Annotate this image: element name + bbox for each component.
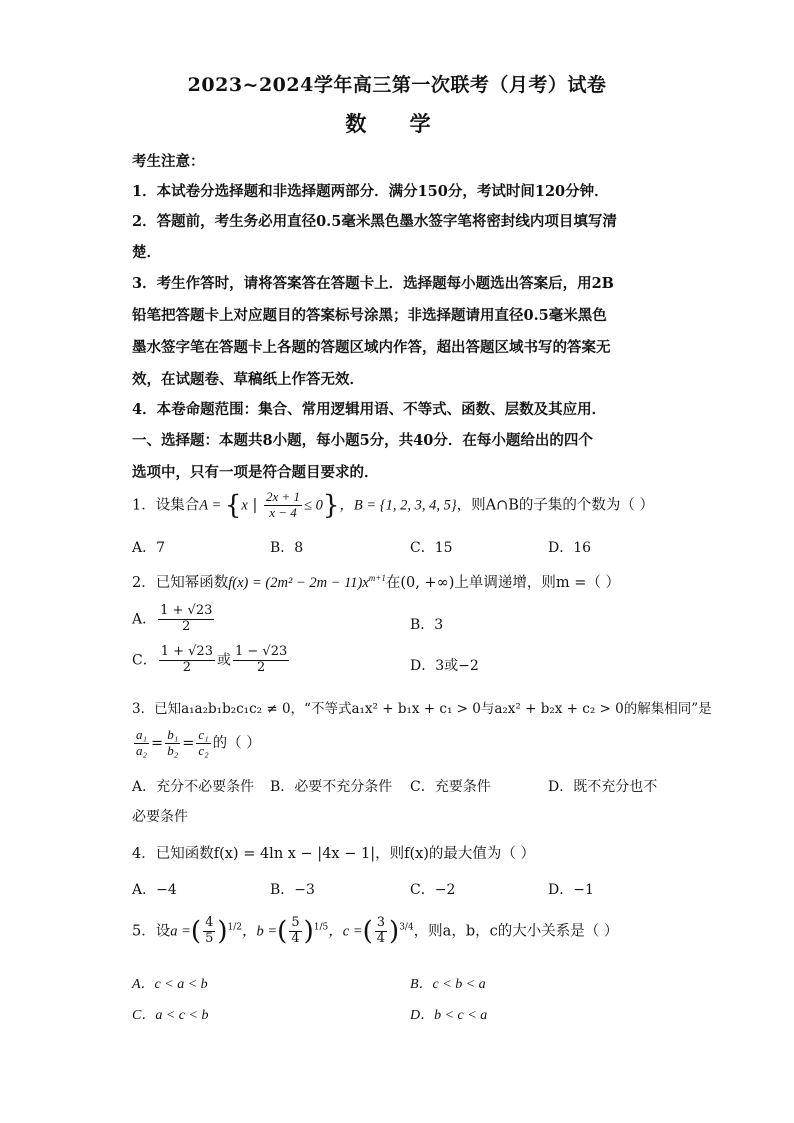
q1-option-a[interactable]: A．7 xyxy=(132,540,166,556)
q4-option-b[interactable]: B．−3 xyxy=(270,882,315,898)
notice-item-3: 3．考生作答时，请将答案答在答题卡上．选择题每小题选出答案后，用2B xyxy=(132,275,614,292)
q4-option-c[interactable]: C．−2 xyxy=(410,882,456,898)
notice-item-2-cont: 楚． xyxy=(132,244,161,261)
notice-item-2: 2．答题前，考生务必用直径0.5毫米黑色墨水签字笔将密封线内项目填写清 xyxy=(132,213,617,230)
q2-option-b[interactable]: B．3 xyxy=(410,617,444,633)
q1-option-b[interactable]: B．8 xyxy=(270,540,304,556)
q4-option-d[interactable]: D．−1 xyxy=(548,882,594,898)
notice-heading: 考生注意： xyxy=(132,153,205,170)
question-3: 3．已知a₁a₂b₁b₂c₁c₂ ≠ 0，“不等式a₁x² + b₁x + c₁ > 0与a₂x² + b₂x + c₂ > 0的解集相同”是 xyxy=(132,701,712,717)
q3-option-a[interactable]: A．充分不必要条件 xyxy=(132,779,255,795)
q5-option-b[interactable]: B．c < b < a xyxy=(410,977,486,992)
exam-title: 2023~2024学年高三第一次联考（月考）试卷 xyxy=(187,74,607,96)
q1-option-d[interactable]: D．16 xyxy=(548,540,592,556)
q3-option-d-cont: 必要条件 xyxy=(132,809,188,825)
notice-item-3-cont2: 墨水签字笔在答题卡上各题的答题区域内作答，超出答题区域书写的答案无 xyxy=(132,339,611,356)
q2-option-c[interactable]: C． $\frac{1 + √23}{2}$ 或 $\frac{1 - √23}{2}$ xyxy=(132,644,288,675)
q5-option-a[interactable]: A．c < a < b xyxy=(132,977,208,992)
question-3-cont: $\frac{\text{a₁}}{\text{a₂}}$ = $\frac{\text{b₁}}{\text{b₂}}$ = $\frac{\text{c₁}}{\text{c₂}}$ 的（ ） xyxy=(136,727,261,758)
q5-option-d[interactable]: D．b < c < a xyxy=(410,1008,488,1023)
notice-item-4: 4．本卷命题范围：集合、常用逻辑用语、不等式、函数、层数及其应用． xyxy=(132,401,607,418)
section-heading-cont: 选项中，只有一项是符合题目要求的． xyxy=(132,464,379,481)
notice-item-3-cont1: 铅笔把答题卡上对应题目的答案标号涂黑；非选择题请用直径0.5毫米黑色 xyxy=(132,307,607,324)
question-4: 4．已知函数f(x) = 4ln x − |4x − 1|，则f(x)的最大值为（ ） xyxy=(132,846,536,862)
q1-option-c[interactable]: C．15 xyxy=(410,540,453,556)
q2-option-a[interactable]: A． $\frac{1 + √23}{2}$ xyxy=(132,603,213,634)
q2-option-d[interactable]: D．3或−2 xyxy=(410,658,479,674)
notice-item-3-cont3: 效，在试题卷、草稿纸上作答无效． xyxy=(132,371,364,388)
q3-option-b[interactable]: B．必要不充分条件 xyxy=(270,779,393,795)
question-5: 5．设a =( $\frac{4}{5}$ )$^{1/2}$，b =( $\frac{5}{4}$ )$^{1/5}$，c =( $\frac{3}{4}$ )$^{3/4}$，则a，b，c的大小关系是（ ） xyxy=(132,915,619,947)
q3-option-c[interactable]: C．充要条件 xyxy=(410,779,491,795)
question-1: 1．设集合A = {x | $\frac{2x + 1}{x - 4}$ ≤ 0}，B = {1, 2, 3, 4, 5}，则A∩B的子集的个数为（ ） xyxy=(132,489,655,521)
q3-option-d[interactable]: D．既不充分也不 xyxy=(548,779,658,795)
notice-item-1: 1．本试卷分选择题和非选择题两部分．满分150分，考试时间120分钟． xyxy=(132,183,609,200)
q4-option-a[interactable]: A．−4 xyxy=(132,882,177,898)
section-heading: 一、选择题：本题共8小题，每小题5分，共40分．在每小题给出的四个 xyxy=(132,432,593,449)
q5-option-c[interactable]: C．a < c < b xyxy=(132,1008,209,1023)
subject-title: 数 学 xyxy=(345,111,449,136)
question-2: 2．已知幂函数$f(x) = (2m^2 - 2m - 11)x^{m+1}$在(0, +∞)上单调递增，则m =（ ） xyxy=(132,573,620,591)
